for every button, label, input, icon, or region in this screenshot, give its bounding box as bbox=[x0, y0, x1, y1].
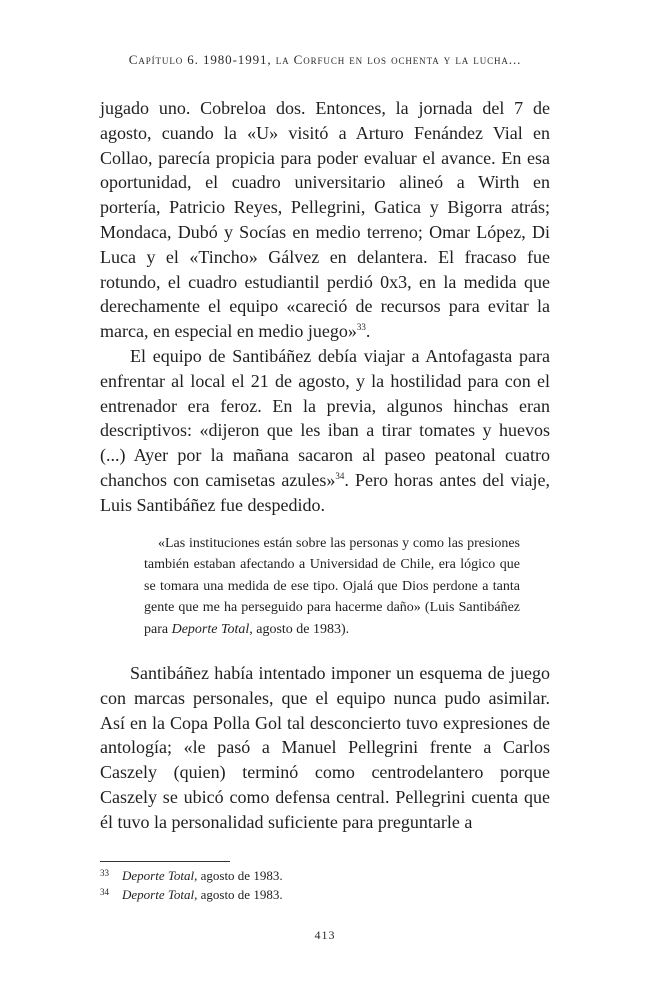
footnote-source: Deporte Total bbox=[122, 868, 195, 883]
footnote-33 bbox=[100, 866, 550, 885]
paragraph-1-text: jugado uno. Cobreloa dos. Entonces, la jornada del 7 de agosto, cuando la «U» visitó a Arturo Fenández Vial en Collao, parecía propicia para poder evaluar el avance. En esa oportunidad, el cuadro universitario alineó a Wirth en portería, Patricio Reyes, Pellegrini, Gatica y Bigorra atrás; Mondaca, Dubó y Socías en medio terreno; Omar López, Di Luca y el «Tincho» Gálvez en delantera. El fracaso fue rotundo, el cuadro estudiantil perdió 0x3, en la medida que derechamente el equipo «careció de recursos para evitar la marca, en especial en medio juego» bbox=[100, 98, 550, 342]
footnotes bbox=[100, 866, 550, 904]
footnote-ref-34[interactable]: 34 bbox=[335, 470, 345, 481]
footnote-text bbox=[122, 866, 283, 885]
body-text bbox=[100, 96, 550, 835]
footnote-number: 33 bbox=[100, 868, 109, 878]
footnote-source: Deporte Total bbox=[122, 887, 195, 902]
paragraph-2 bbox=[100, 344, 550, 518]
footnote-text bbox=[122, 885, 283, 904]
paragraph-2-end: . Pero horas antes del viaje, Luis Santibáñez fue despedido. bbox=[100, 469, 551, 515]
quote-text-start: «Las instituciones están sobre las personas y como las presiones también estaban afectando a Universidad de Chile, era lógico que se tomara una medida de ese tipo. Ojalá que Dios perdone a tanta gente que me ha perseguido para hacerme daño» (Luis Santibáñez para bbox=[144, 535, 520, 637]
quote-source: Deporte Total bbox=[171, 621, 250, 637]
paragraph-1-end: . bbox=[365, 321, 371, 342]
footnote-rest: , agosto de 1983. bbox=[194, 868, 283, 883]
paragraph-2-text: El equipo de Santibáñez debía viajar a Antofagasta para enfrentar al local el 21 de agosto, y la hostilidad para con el entrenador era feroz. En la previa, algunos hinchas eran descriptivos: «dijeron que les iban a tirar tomates y huevos (...) Ayer por la mañana sacaron al paseo peatonal cuatro chanchos con camisetas azules» bbox=[100, 345, 550, 490]
quote-text bbox=[144, 533, 520, 641]
footnote-divider bbox=[100, 861, 230, 862]
footnote-34 bbox=[100, 885, 550, 904]
paragraph-1 bbox=[100, 96, 550, 344]
paragraph-3: Santibáñez había intentado imponer un esquema de juego con marcas personales, que el equipo nunca pudo asimilar. Así en la Copa Polla Gol tal desconcierto tuvo expresiones de antología; «le pasó a Manuel Pellegrini frente a Carlos Caszely (quien) terminó como centrodelantero porque Caszely se ubicó como defensa central. Pellegrini cuenta que él tuvo la personalidad suficiente para preguntarle a bbox=[100, 663, 550, 832]
footnote-ref-33[interactable]: 33 bbox=[356, 322, 366, 333]
footnote-number: 34 bbox=[100, 887, 109, 897]
quote-text-end: , agosto de 1983). bbox=[249, 621, 350, 637]
running-header: Capítulo 6. 1980-1991, la Corfuch en los ochenta y la lucha... bbox=[128, 52, 522, 67]
page-number: 413 bbox=[314, 928, 336, 942]
block-quote bbox=[144, 533, 520, 641]
footnote-rest: , agosto de 1983. bbox=[194, 887, 283, 902]
